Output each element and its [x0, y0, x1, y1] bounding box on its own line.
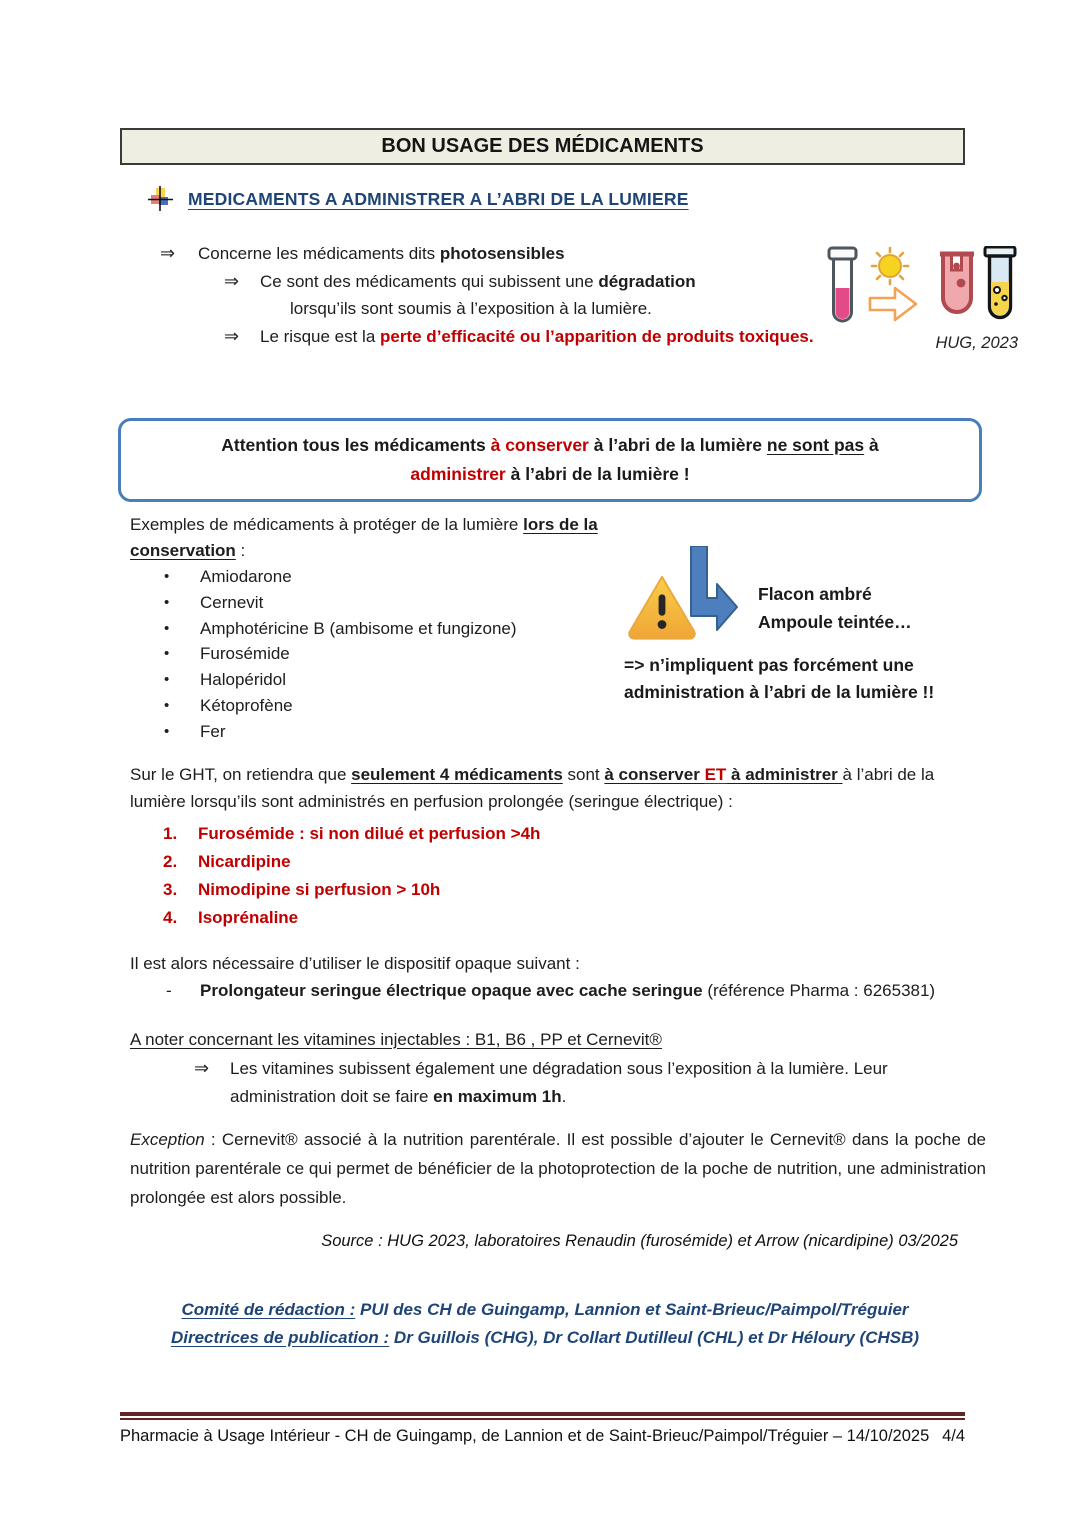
conservation-lead: Exemples de médicaments à protéger de la lumière lors de la conservation : — [130, 515, 598, 560]
committee-line-1: Comité de rédaction : PUI des CH de Guingamp, Lannion et Saint-Brieuc/Paimpol/Tréguier — [181, 1300, 909, 1319]
intro-line-1-text: Concerne les médicaments dits photosensibles — [198, 244, 565, 263]
attention-line-1: Attention tous les médicaments à conserver à l’abri de la lumière ne sont pas à — [221, 435, 879, 455]
dash-bullet: - — [166, 981, 172, 1000]
list-item: 2. Nicardipine — [163, 852, 291, 871]
bullet-icon: • — [164, 568, 170, 585]
test-tube-pink-icon — [829, 248, 856, 321]
device-item — [130, 977, 986, 1004]
attention-line-2: administrer à l’abri de la lumière ! — [410, 464, 690, 484]
attention-callout — [118, 418, 982, 502]
ght-paragraph: Sur le GHT, on retiendra que seulement 4 médicaments sont à conserver ET à administrer à l’abri de la lumière lorsqu’ils sont administrés en perfusion prolongée (seringue électrique) : — [130, 765, 935, 811]
list-item: • Halopéridol — [130, 667, 670, 693]
image-credit: HUG, 2023 — [935, 334, 1018, 352]
vitamins-text: Les vitamines subissent également une dégradation sous l’exposition à la lumière. Leur administration doit se faire en maximum 1h. — [230, 1059, 888, 1106]
degraded-tube-yellow-icon — [985, 247, 1015, 318]
bullet-icon: • — [164, 645, 170, 663]
list-item: 1. Furosémide : si non dilué et perfusion >4h — [163, 824, 541, 843]
bullet-icon: • — [164, 671, 170, 689]
conservation-examples — [130, 512, 670, 745]
double-arrow-icon: ⇒ — [160, 243, 176, 263]
page-title: BON USAGE DES MÉDICAMENTS — [120, 128, 965, 165]
bullet-icon: • — [164, 722, 170, 740]
list-item: • Amphotéricine B (ambisome et fungizone) — [130, 616, 670, 642]
section-heading — [148, 186, 689, 212]
sun-icon — [872, 248, 908, 284]
vitamins-line — [130, 1055, 986, 1110]
list-item: • Cernevit — [130, 590, 670, 616]
intro-line-1 — [130, 240, 830, 268]
bullet-icon: • — [164, 593, 170, 611]
vitamins-section — [130, 1026, 986, 1110]
page-number: 4/4 — [942, 1427, 965, 1445]
intro-line-2-continuation: lorsqu’ils sont soumis à l’exposition à la lumière. — [290, 299, 652, 319]
intro-block — [130, 240, 830, 350]
warning-note: => n’impliquent pas forcément une administration à l’abri de la lumière !! — [624, 655, 935, 702]
photodegradation-illustration — [826, 246, 1020, 353]
double-arrow-icon: ⇒ — [224, 325, 240, 346]
list-item: • Fer — [130, 719, 670, 745]
double-arrow-icon: ⇒ — [224, 270, 240, 291]
intro-line-2 — [130, 268, 830, 296]
committee-block — [130, 1296, 960, 1352]
list-item: 3. Nimodipine si perfusion > 10h — [163, 880, 441, 899]
list-item: • Kétoprofène — [130, 693, 670, 719]
committee-line-2: Directrices de publication : Dr Guillois (CHG), Dr Collart Dutilleul (CHL) et Dr Héloury (CHSB) — [170, 1328, 920, 1347]
footer-rule-thin — [120, 1418, 965, 1420]
vial-types-label: Flacon ambré Ampoule teintée… — [758, 584, 912, 632]
intro-line-2-text: Ce sont des médicaments qui subissent une dégradation — [260, 271, 696, 291]
source-line: Source : HUG 2023, laboratoires Renaudin (furosémide) et Arrow (nicardipine) 03/2025 — [321, 1232, 958, 1250]
list-item: • Furosémide — [130, 641, 670, 667]
exception-paragraph: Exception : Cernevit® associé à la nutrition parentérale. Il est possible d’ajouter le Cernevit® dans la poche de nutrition parentérale ce qui permet de bénéficier de la photoprotection de la poche de nutrition, une administration prolongée est alors possible. — [130, 1130, 986, 1207]
device-item-text: Prolongateur seringue électrique opaque avec cache seringue (référence Pharma : 6265381) — [200, 981, 936, 1000]
device-section — [130, 950, 986, 1004]
intro-line-3-text: Le risque est la perte d’efficacité ou l’apparition de produits toxiques. — [260, 326, 814, 346]
footer-rule-thick — [120, 1412, 965, 1416]
intro-line-3 — [130, 323, 830, 351]
footer-text: Pharmacie à Usage Intérieur - CH de Guingamp, de Lannion et de Saint-Brieuc/Paimpol/Tréguier – 14/10/2025 — [120, 1427, 930, 1445]
page-footer — [120, 1412, 965, 1446]
list-item: • Amiodarone — [130, 564, 670, 590]
device-lead: Il est alors nécessaire d’utiliser le dispositif opaque suivant : — [130, 954, 580, 973]
arrow-right-orange-icon — [870, 288, 916, 320]
vitamins-heading: A noter concernant les vitamines injectables : B1, B6 , PP et Cernevit® — [130, 1030, 662, 1049]
colored-squares-bullet-icon — [148, 186, 174, 212]
ght-medication-list — [130, 824, 986, 928]
warning-triangle-icon — [623, 572, 701, 642]
ght-section — [130, 762, 986, 936]
list-item: 4. Isoprénaline — [163, 908, 299, 927]
degraded-tube-red-icon — [940, 254, 974, 312]
amber-vial-warning — [622, 540, 974, 740]
section-heading-label: MEDICAMENTS A ADMINISTRER A L’ABRI DE LA LUMIERE — [188, 188, 689, 209]
bullet-icon: • — [164, 696, 170, 714]
double-arrow-icon: ⇒ — [194, 1058, 210, 1079]
bullet-icon: • — [164, 619, 170, 637]
